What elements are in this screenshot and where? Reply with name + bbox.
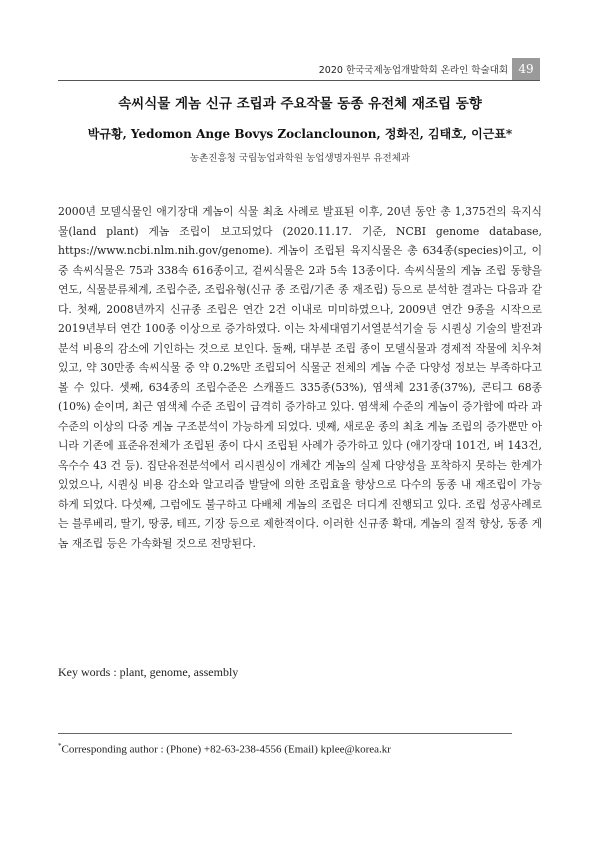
corresponding-author-footnote [58, 742, 391, 756]
paper-title: 속씨식물 게놈 신규 조립과 주요작물 동종 유전체 재조립 동향 [118, 96, 482, 112]
affiliation: 농촌진흥청 국립농업과학원 농업생명자원부 유전체과 [189, 153, 411, 164]
author-list: 박규황, Yedomon Ange Bovys Zoclanclounon, 정화진, 김태호, 이근표* [87, 127, 513, 141]
footnote-divider [58, 733, 512, 734]
page-header [0, 58, 600, 80]
footnote-text: Corresponding author : (Phone) +82-63-238-4556 (Email) kplee@korea.kr [61, 743, 391, 756]
footnote-marker: * [58, 742, 62, 750]
conference-name: 2020 한국국제농업개발학회 온라인 학술대회 [318, 65, 508, 76]
keywords: Key words : plant, genome, assembly [58, 665, 239, 679]
header-divider [58, 80, 540, 81]
abstract-body: 2000년 모델식물인 애기장대 게놈이 식물 최초 사례로 발표된 이후, 20년 동안 총 1,375건의 육지식물(land plant) 게놈 조립이 보고되었다 (2020.11.17. 기준, NCBI genome database, https://www.ncbi.nlm.nih.gov/genome). 게놈이 조립된 육지식물은 총 634종(species)이고, 이 중 속씨식물은 75과 338속 616종이고, 겉씨식물은 2과 5속 13종이다. 속씨식물의 게놈 조립 동향을 연도, 식물분류체계, 조립수준, 조립유형(신규 종 조립/기존 종 재조립) 등으로 분석한 결과는 다음과 같다. 첫째, 2008년까지 신규종 조립은 연간 2건 이내로 미미하였으나, 2009년 연간 9종을 시작으로 2019년부터 연간 100종 이상으로 증가하였다. 이는 차세대염기서열분석기술 등 시퀀싱 기술의 발전과 분석 비용의 감소에 기인하는 것으로 보인다. 둘째, 대부분 조립 종이 모델식물과 경제적 작물에 치우쳐 있고, 약 30만종 속씨식물 중 약 0.2%만 조립되어 식물군 전체의 게놈 수준 다양성 정보는 부족하다고 볼 수 있다. 셋째, 634종의 조립수준은 스캐폴드 335종(53%), 염색체 231종(37%), 콘티그 68종(10%) 순이며, 최근 염색체 수준 조립이 급격히 증가하고 있다. 염색체 수준의 게놈이 증가함에 따라 과 수준의 이상의 다중 게놈 구조분석이 가능하게 되었다. 넷째, 새로운 종의 최초 게놈 조립의 증가뿐만 아니라 기존에 표준유전체가 조립된 종이 다시 조립된 사례가 증가하고 있다 (애기장대 101건, 벼 143건, 옥수수 43 건 등). 집단유전분석에서 리시퀀싱이 개체간 게놈의 실제 다양성을 포착하지 못하는 한계가 있었으나, 시퀀싱 비용 감소와 알고리즘 발달에 의한 조립효율 향상으로 다수의 동종 내 재조립이 가능하게 되었다. 다섯째, 그럼에도 불구하고 다배체 게놈의 조립은 더디게 진행되고 있다. 조립 성공사례로는 블루베리, 딸기, 땅콩, 테프, 기장 등으로 제한적이다. 이러한 신규종 확대, 게놈의 질적 향상, 동종 게놈 재조립 등은 가속화될 것으로 전망된다. [58, 205, 542, 550]
page-number: 49 [512, 58, 540, 80]
